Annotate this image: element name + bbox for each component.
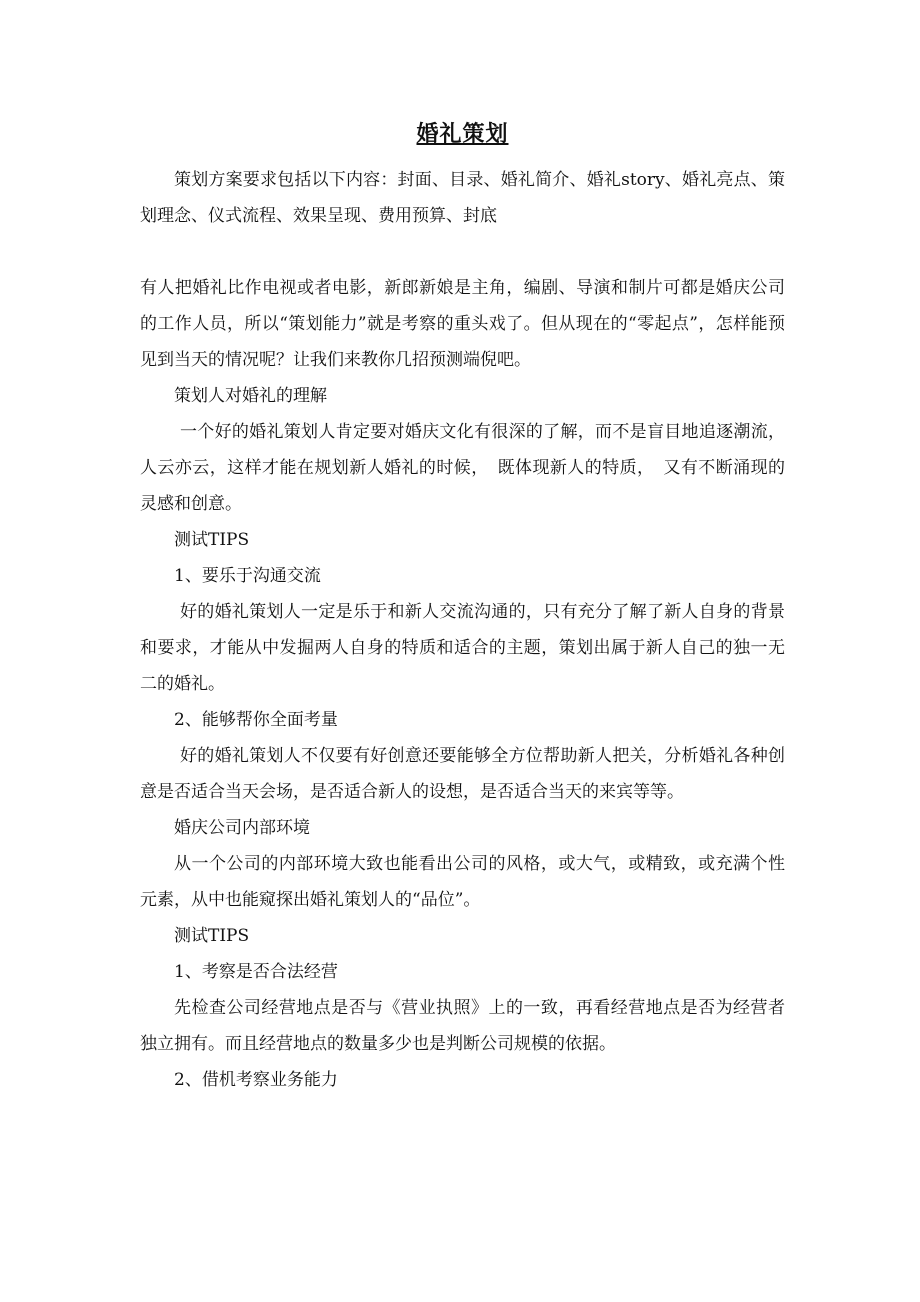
- body-paragraph-2: 一个好的婚礼策划人肯定要对婚庆文化有很深的了解，而不是盲目地追逐潮流，人云亦云，这样才能在规划新人婚礼的时候， 既体现新人的特质， 又有不断涌现的灵感和创意。: [140, 422, 785, 514]
- section-heading-1: 策划人对婚礼的理解: [174, 386, 327, 406]
- tip-item-1-1-text: 好的婚礼策划人一定是乐于和新人交流沟通的，只有充分了解了新人自身的背景和要求，才能从中发掘两人自身的特质和适合的主题，策划出属于新人自己的独一无二的婚礼。: [140, 602, 785, 694]
- tip-item-2-1: 1、考察是否合法经营: [174, 962, 338, 982]
- document-title: 婚礼策划: [416, 122, 509, 147]
- tip-item-1-1: 1、要乐于沟通交流: [174, 566, 321, 586]
- tips-heading-1: 测试TIPS: [174, 530, 250, 550]
- blank-line: [140, 234, 785, 270]
- tip-item-2-1-text: 先检查公司经营地点是否与《营业执照》上的一致，再看经营地点是否为经营者独立拥有。而且经营地点的数量多少也是判断公司规模的依据。: [140, 998, 785, 1054]
- intro-paragraph: 策划方案要求包括以下内容：封面、目录、婚礼简介、婚礼story、婚礼亮点、策划理念、仪式流程、效果呈现、费用预算、封底: [140, 170, 785, 226]
- tip-item-2-2: 2、借机考察业务能力: [174, 1070, 338, 1090]
- document-page: [140, 118, 785, 1098]
- tip-item-1-2-text: 好的婚礼策划人不仅要有好创意还要能够全方位帮助新人把关，分析婚礼各种创意是否适合当天会场，是否适合新人的设想，是否适合当天的来宾等等。: [140, 746, 785, 802]
- body-paragraph-1: 有人把婚礼比作电视或者电影，新郎新娘是主角，编剧、导演和制片可都是婚庆公司的工作人员，所以“策划能力”就是考察的重头戏了。但从现在的“零起点”，怎样能预见到当天的情况呢？让我们来教你几招预测端倪吧。: [140, 278, 785, 370]
- tips-heading-2: 测试TIPS: [174, 926, 250, 946]
- body-paragraph-3: 从一个公司的内部环境大致也能看出公司的风格，或大气，或精致，或充满个性元素，从中也能窥探出婚礼策划人的“品位”。: [140, 854, 785, 910]
- tip-item-1-2: 2、能够帮你全面考量: [174, 710, 338, 730]
- section-heading-2: 婚庆公司内部环境: [174, 818, 310, 838]
